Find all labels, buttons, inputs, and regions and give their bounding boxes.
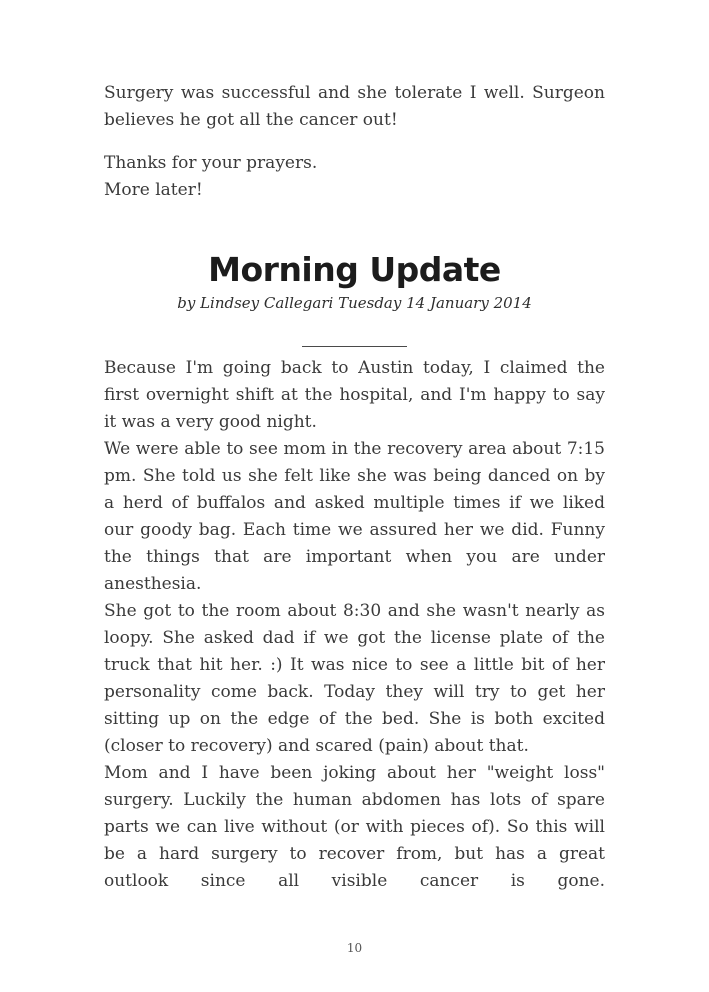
intro-paragraph: Surgery was successful and she tolerate I well. Surgeon believes he got all the cancer out! (104, 83, 605, 130)
page-footer (0, 934, 709, 962)
more-later-line: More later! (104, 180, 203, 200)
separator-line (302, 346, 407, 347)
intro-section (104, 80, 605, 204)
post-byline: by Lindsey Callegari Tuesday 14 January 2014 (177, 294, 532, 312)
body-paragraph: We were able to see mom in the recovery area about 7:15 pm. She told us she felt like she was being danced on by a herd of buffalos and asked multiple times if we liked our goody bag. Each time we assured her we did. Funny the things that are important when you are under anesthesia. (104, 439, 605, 594)
post-header (104, 250, 605, 314)
post-title: Morning Update (208, 250, 501, 289)
thanks-line: Thanks for your prayers. (104, 153, 318, 173)
body-paragraph: Mom and I have been joking about her "weight loss" surgery. Luckily the human abdomen has lots of spare parts we can live without (or with pieces of). So this will be a hard surgery to recover from, but has a great outlook since all visible cancer is gone. (104, 763, 605, 891)
intro-thanks-block (104, 150, 605, 204)
page-number: 10 (346, 941, 363, 955)
post-body (104, 355, 605, 895)
body-paragraph: Because I'm going back to Austin today, I claimed the first overnight shift at the hospital, and I'm happy to say it was a very good night. (104, 358, 605, 432)
body-paragraph: She got to the room about 8:30 and she wasn't nearly as loopy. She asked dad if we got the license plate of the truck that hit her. :) It was nice to see a little bit of her personality come back. Today they will try to get her sitting up on the edge of the bed. She is both excited (closer to recovery) and scared (pain) about that. (104, 601, 605, 756)
